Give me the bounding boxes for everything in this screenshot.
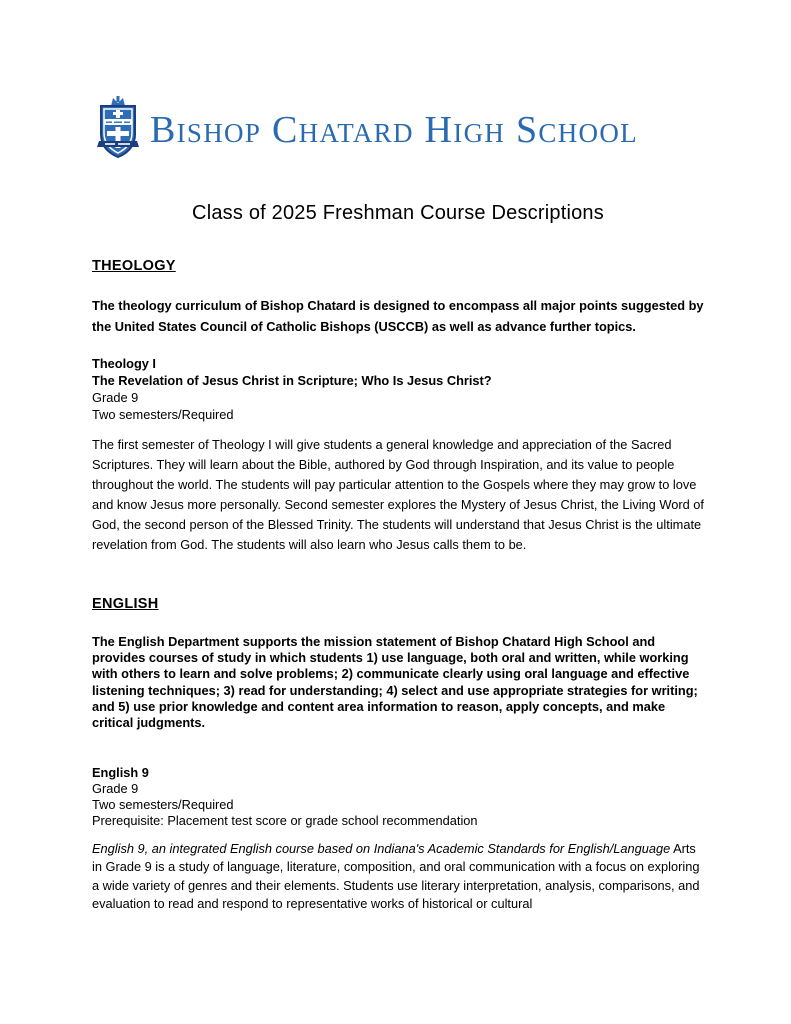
english-intro-paragraph: The English Department supports the mission statement of Bishop Chatard High School and provides courses of study in which students 1) use language, both oral and written, while working with others to learn and solve problems; 2) communicate clearly using oral language and effective listening techniques; 3) read for understanding; 4) select and use appropriate strategies for writing; and 5) use prior knowledge and content area information to reason, apply concepts, and make critical judgments. <box>92 634 698 731</box>
course-name: English 9 <box>92 765 149 781</box>
course-header-theology-1 <box>92 355 704 423</box>
course-duration: Two semesters/Required <box>92 797 234 813</box>
section-heading-theology: THEOLOGY <box>92 258 176 274</box>
section-heading-english: ENGLISH <box>92 596 159 612</box>
course-description-rest: Arts in Grade 9 is a study of language, literature, composition, and oral communication with a focus on exploring a wide variety of genres and their elements. Students use literary interpretation, analysis, comparisons, and evaluation to read and respond to representative works of historical or cultural <box>92 841 700 911</box>
course-name: Theology I <box>92 356 156 371</box>
course-description-theology-1: The first semester of Theology I will give students a general knowledge and appreciation of the Sacred Scriptures. They will learn about the Bible, authored by God through Inspiration, and its value to people throughout the world. The students will pay particular attention to the Gospels where they may grow to love and know Jesus more personally. Second semester explores the Mystery of Jesus Christ, the Living Word of God, the second person of the Blessed Trinity. The students will understand that Jesus Christ is the ultimate revelation from God. The students will also learn who Jesus calls them to be. <box>92 437 704 552</box>
page-title: Class of 2025 Freshman Course Descriptions <box>192 202 604 224</box>
course-description-italic-lead: English 9, an integrated English course based on Indiana's Academic Standards for English/Language <box>92 841 671 857</box>
course-prerequisite: Prerequisite: Placement test score or grade school recommendation <box>92 813 478 829</box>
course-description-english-9 <box>92 840 704 913</box>
school-name: Bishop Chatard High School <box>150 109 638 151</box>
course-grade: Grade 9 <box>92 390 139 405</box>
course-header-english-9 <box>92 765 704 829</box>
theology-intro-paragraph: The theology curriculum of Bishop Chatard is designed to encompass all major points suggested by the United States Council of Catholic Bishops (USCCB) as well as advance further topics. <box>92 298 704 334</box>
course-subtitle: The Revelation of Jesus Christ in Scripture; Who Is Jesus Christ? <box>92 373 492 388</box>
school-header <box>92 95 704 161</box>
course-grade: Grade 9 <box>92 781 139 797</box>
section-theology <box>92 258 704 555</box>
page-content <box>92 95 704 913</box>
section-english <box>92 596 704 913</box>
course-duration: Two semesters/Required <box>92 407 234 422</box>
school-crest-icon <box>92 96 144 160</box>
